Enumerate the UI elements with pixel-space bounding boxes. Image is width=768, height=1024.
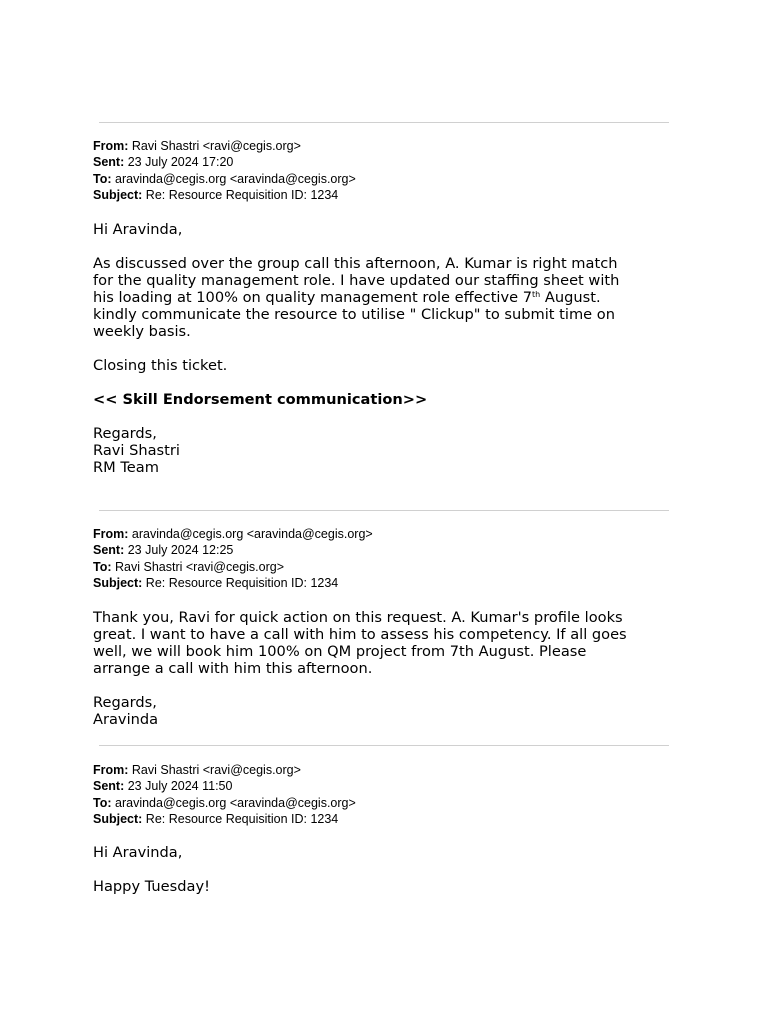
- subject-line: [93, 187, 356, 203]
- sent-label: Sent:: [93, 543, 125, 558]
- regards: Regards,: [93, 425, 157, 442]
- from-line: [93, 762, 356, 778]
- sent-label: Sent:: [93, 155, 125, 170]
- sent-line: [93, 154, 356, 170]
- body-line: Thank you, Ravi for quick action on this request. A. Kumar's profile looks: [93, 609, 623, 626]
- email-header: [93, 138, 356, 203]
- to-label: To:: [93, 559, 112, 574]
- body-text: his loading at 100% on quality management role effective 7: [93, 289, 533, 306]
- to-line: [93, 559, 373, 575]
- sent-value: 23 July 2024 12:25: [127, 543, 234, 558]
- from-value: Ravi Shastri <ravi@cegis.org>: [131, 139, 301, 153]
- signature-name: Ravi Shastri: [93, 442, 180, 459]
- subject-value: Re: Resource Requisition ID: 1234: [145, 575, 339, 590]
- subject-label: Subject:: [93, 575, 143, 590]
- sent-value: 23 July 2024 11:50: [127, 779, 233, 794]
- email-body: [93, 844, 673, 895]
- from-value: aravinda@cegis.org <aravinda@cegis.org>: [131, 527, 373, 541]
- to-value: aravinda@cegis.org <aravinda@cegis.org>: [115, 795, 356, 810]
- regards: Regards,: [93, 694, 157, 711]
- from-value: Ravi Shastri <ravi@cegis.org>: [131, 763, 301, 777]
- to-line: [93, 795, 356, 811]
- body-line: weekly basis.: [93, 323, 191, 340]
- email-body: [93, 609, 673, 728]
- from-label: From:: [93, 527, 129, 541]
- closing-line: Closing this ticket.: [93, 357, 228, 374]
- subject-line: [93, 575, 373, 591]
- subject-label: Subject:: [93, 811, 143, 826]
- sent-line: [93, 542, 373, 558]
- greeting: Hi Aravinda,: [93, 844, 183, 861]
- body-line: As discussed over the group call this afternoon, A. Kumar is right match: [93, 255, 618, 272]
- signature-name: Aravinda: [93, 711, 159, 728]
- superscript: th: [532, 290, 541, 299]
- email-body: [93, 221, 673, 476]
- body-line: well, we will book him 100% on QM project from 7th August. Please: [93, 643, 587, 660]
- from-label: From:: [93, 763, 129, 777]
- body-line: for the quality management role. I have updated our staffing sheet with: [93, 272, 620, 289]
- to-label: To:: [93, 171, 112, 186]
- email-header: [93, 762, 356, 827]
- body-line: kindly communicate the resource to utilise " Clickup" to submit time on: [93, 306, 615, 323]
- signature-team: RM Team: [93, 459, 159, 476]
- to-value: aravinda@cegis.org <aravinda@cegis.org>: [115, 171, 356, 186]
- from-label: From:: [93, 139, 129, 153]
- subject-value: Re: Resource Requisition ID: 1234: [145, 811, 339, 826]
- skill-endorsement-heading: << Skill Endorsement communication>>: [93, 391, 428, 408]
- subject-value: Re: Resource Requisition ID: 1234: [145, 187, 339, 202]
- body-text: August.: [540, 289, 601, 306]
- subject-label: Subject:: [93, 187, 143, 202]
- from-line: [93, 526, 373, 542]
- to-label: To:: [93, 795, 112, 810]
- separator-line: [99, 122, 669, 123]
- body-line: [93, 289, 673, 306]
- sent-value: 23 July 2024 17:20: [127, 155, 234, 170]
- body-line: arrange a call with him this afternoon.: [93, 660, 373, 677]
- email-header: [93, 526, 373, 591]
- greeting: Hi Aravinda,: [93, 221, 183, 238]
- from-line: [93, 138, 356, 154]
- subject-line: [93, 811, 356, 827]
- sent-line: [93, 778, 356, 794]
- body-line: great. I want to have a call with him to assess his competency. If all goes: [93, 626, 627, 643]
- to-line: [93, 171, 356, 187]
- separator-line: [99, 510, 669, 511]
- separator-line: [99, 745, 669, 746]
- body-line: Happy Tuesday!: [93, 878, 210, 895]
- sent-label: Sent:: [93, 779, 125, 794]
- to-value: Ravi Shastri <ravi@cegis.org>: [115, 559, 285, 574]
